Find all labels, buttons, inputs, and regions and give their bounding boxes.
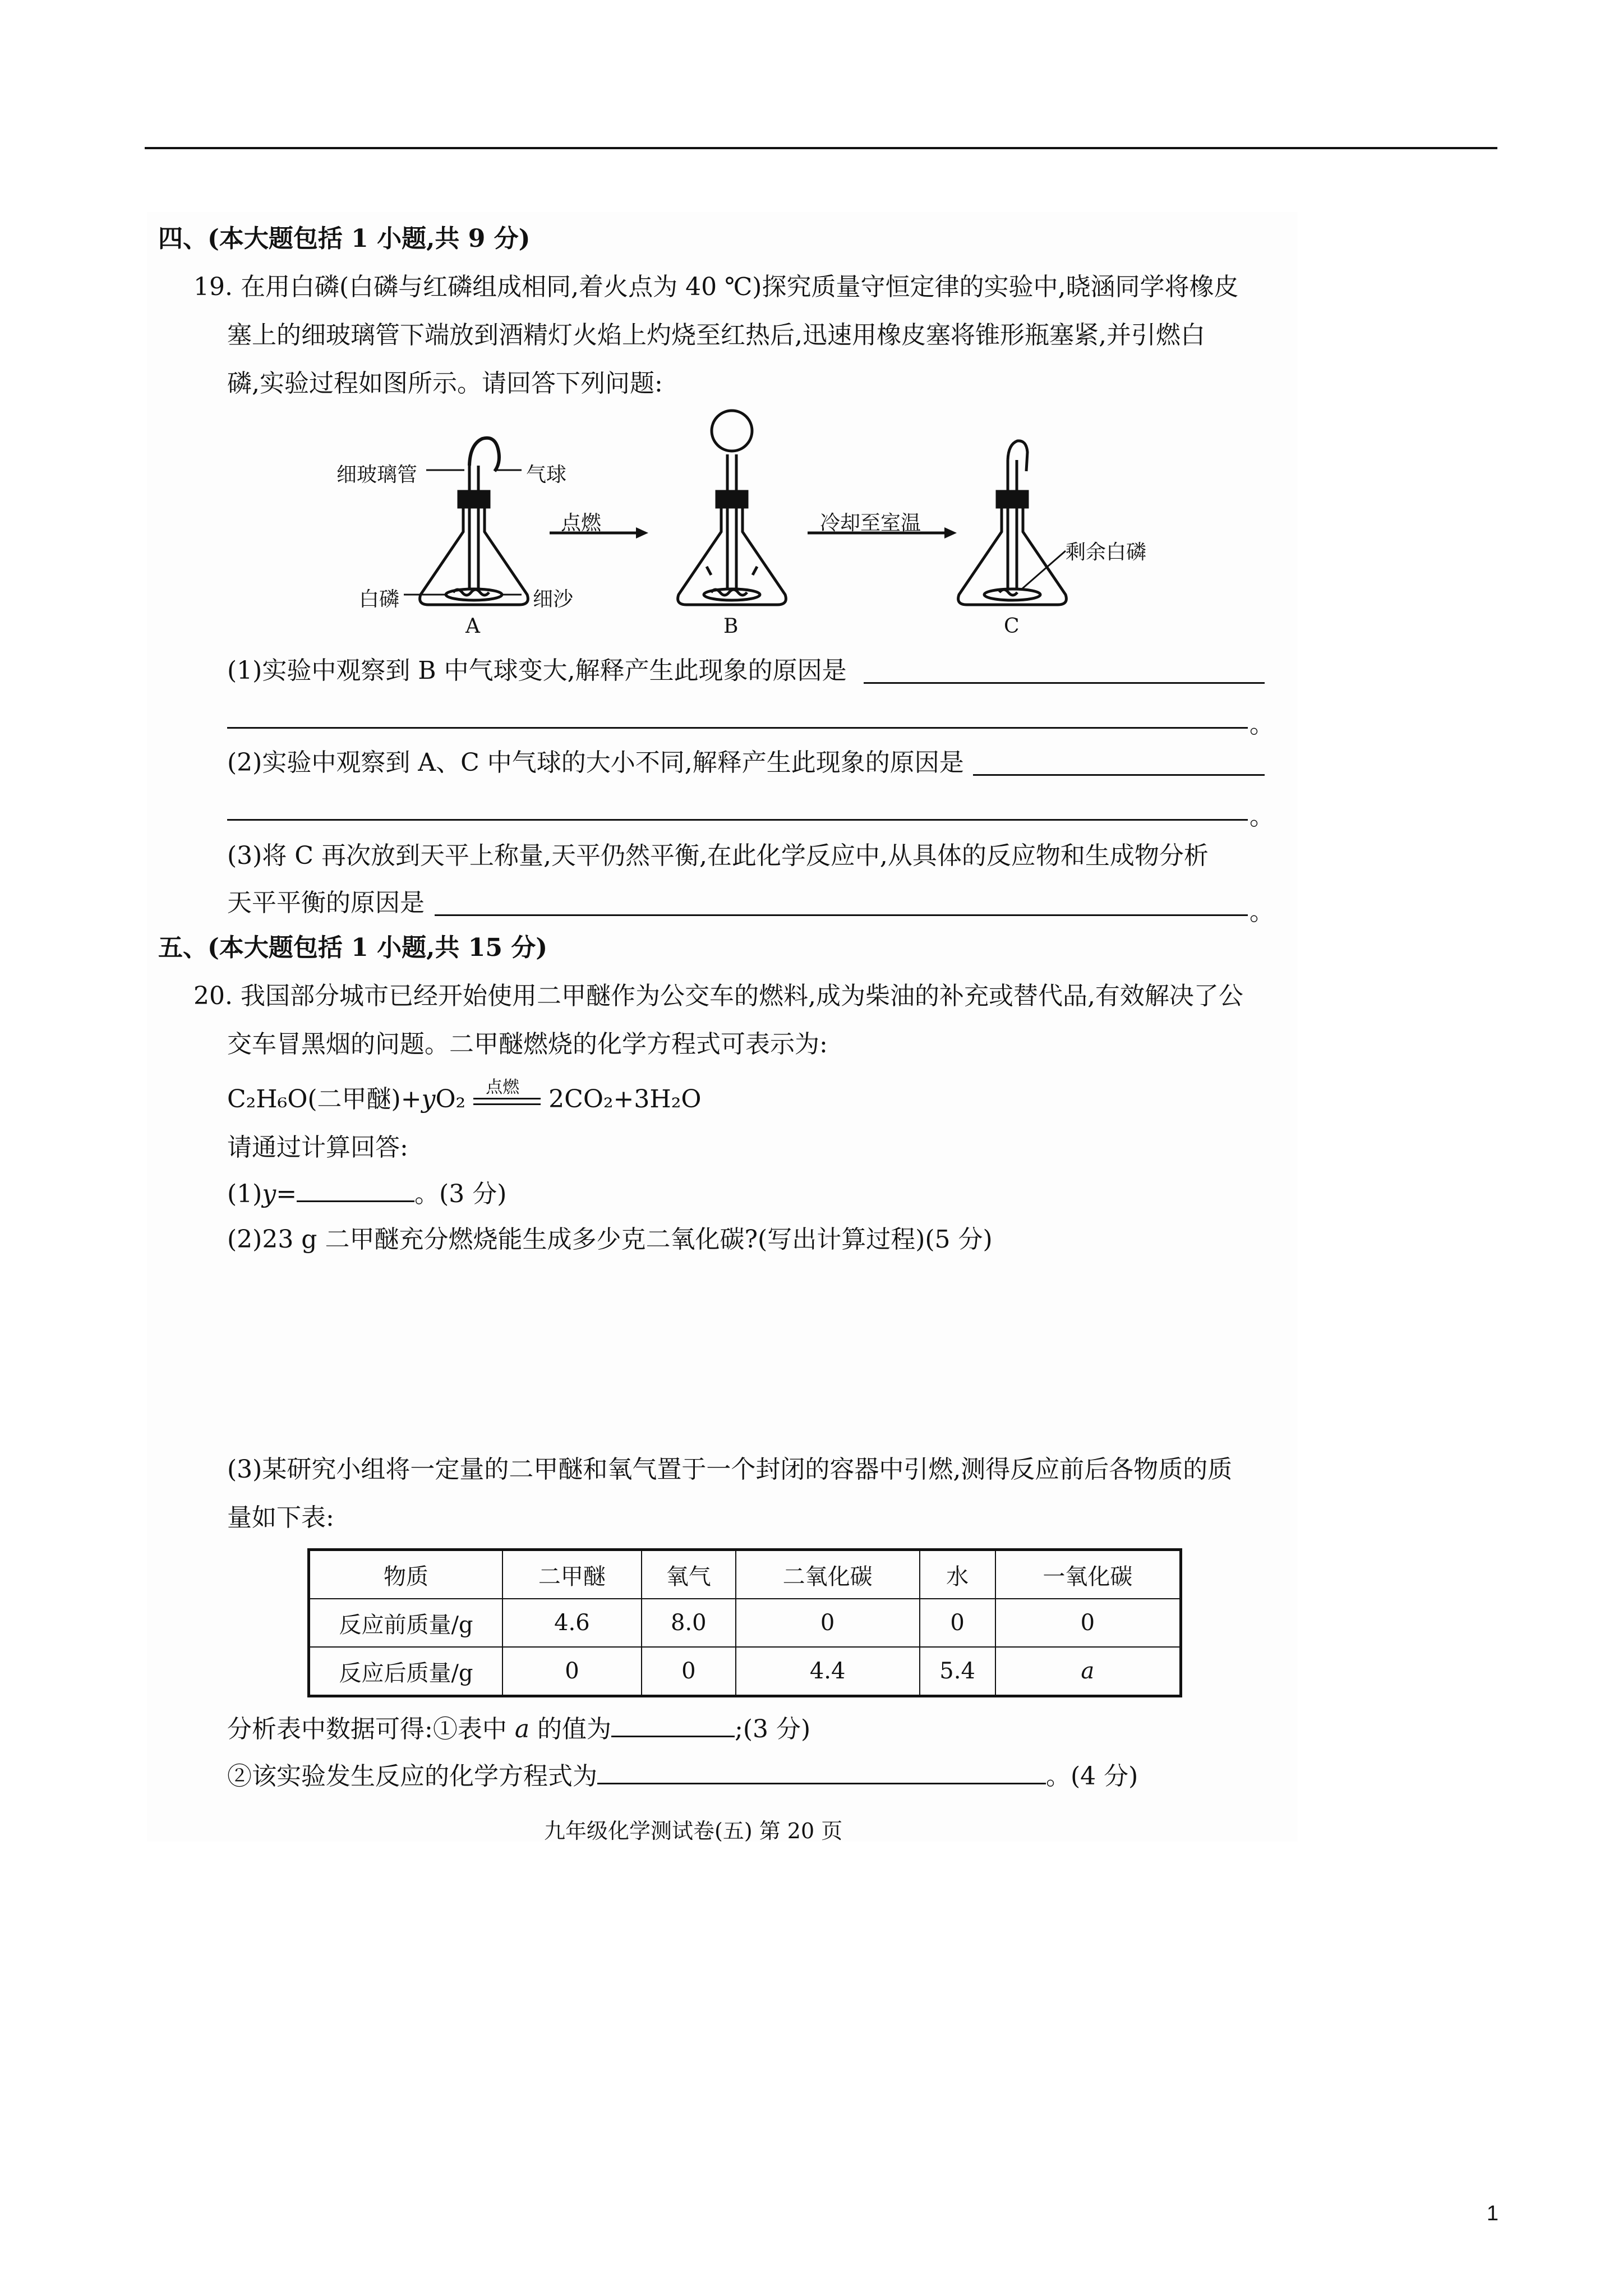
- table-header-cell: 二氧化碳: [736, 1550, 920, 1599]
- table-cell: 反应后质量/g: [309, 1647, 503, 1696]
- table-cell: 8.0: [642, 1599, 736, 1647]
- q20-sub1: [227, 1176, 506, 1211]
- analysis1-var: a: [514, 1715, 530, 1743]
- q20-sub2: (2)23 g 二甲醚充分燃烧能生成多少克二氧化碳?(写出计算过程)(5 分): [227, 1225, 993, 1254]
- q19-sub2-blank-line2[interactable]: [227, 819, 1248, 821]
- flask-a: [420, 438, 528, 605]
- label-fine-sand: 细沙: [533, 588, 574, 611]
- equation-y: y: [421, 1085, 436, 1114]
- flask-b: [678, 411, 786, 605]
- table-cell: 0: [642, 1647, 736, 1696]
- caption-c: C: [1004, 615, 1020, 638]
- analysis2-score: 。(4 分): [1046, 1762, 1138, 1791]
- table-header-cell: 二甲醚: [502, 1550, 642, 1599]
- q20-sub1-number: (1): [227, 1180, 262, 1208]
- q19-sub1: (1)实验中观察到 B 中气球变大,解释产生此现象的原因是: [227, 656, 847, 685]
- q20-sub1-score: 。(3 分): [414, 1180, 507, 1208]
- top-rule: [145, 147, 1497, 149]
- mass-table: [307, 1548, 1182, 1697]
- q19-sub2: (2)实验中观察到 A、C 中气球的大小不同,解释产生此现象的原因是: [227, 748, 964, 777]
- q20-sub1-equals: =: [276, 1180, 297, 1208]
- label-cool: 冷却至室温: [820, 512, 921, 535]
- label-remaining-phosphorus: 剩余白磷: [1066, 541, 1147, 564]
- caption-a: A: [465, 615, 480, 638]
- q20-stem-line1: 20. 我国部分城市已经开始使用二甲醚作为公交车的燃料,成为柴油的补充或替代品,有效解决了公: [193, 982, 1243, 1010]
- table-cell: 4.6: [502, 1599, 642, 1647]
- q19-sub3-line2: 天平平衡的原因是: [227, 889, 425, 917]
- table-cell: 0: [736, 1599, 920, 1647]
- section-5-title: 五、(本大题包括 1 小题,共 15 分): [158, 933, 548, 962]
- equation-left: C₂H₆O(二甲醚)+: [227, 1085, 422, 1114]
- q19-sub3-period: 。: [1249, 898, 1274, 926]
- table-header-cell: 一氧化碳: [995, 1550, 1181, 1599]
- label-white-phosphorus: 白磷: [359, 588, 400, 611]
- table-header-cell: 物质: [309, 1550, 503, 1599]
- table-cell: 0: [920, 1599, 995, 1647]
- label-glass-tube: 细玻璃管: [336, 463, 418, 486]
- analysis1-score: ;(3 分): [735, 1715, 811, 1743]
- analysis1-text2: 的值为: [537, 1715, 612, 1743]
- table-header-cell: 水: [920, 1550, 995, 1599]
- q20-analysis2: [227, 1758, 1138, 1793]
- table-row: [309, 1647, 1181, 1696]
- table-cell: 4.4: [736, 1647, 920, 1696]
- equation-condition: 点燃: [486, 1077, 520, 1097]
- q19-sub2-blank[interactable]: [973, 774, 1265, 776]
- q19-sub1-blank[interactable]: [864, 682, 1265, 684]
- q19-stem-line3: 磷,实验过程如图所示。请回答下列问题:: [227, 369, 663, 398]
- flask-c: [958, 441, 1067, 605]
- equation-o2: O₂: [435, 1085, 466, 1114]
- page-footer: 九年级化学测试卷(五) 第 20 页: [544, 1819, 843, 1843]
- q19-stem-line1: 19. 在用白磷(白磷与红磷组成相同,着火点为 40 ℃)探究质量守恒定律的实验中,晓涵同学将橡皮: [193, 273, 1239, 301]
- q20-sub3-line1: (3)某研究小组将一定量的二甲醚和氧气置于一个封闭的容器中引燃,测得反应前后各物质的质: [227, 1455, 1233, 1484]
- analysis1-text: 分析表中数据可得:①表中: [227, 1715, 507, 1743]
- analysis2-text: ②该实验发生反应的化学方程式为: [227, 1762, 597, 1791]
- q20-equation: [227, 1077, 702, 1116]
- table-cell: 5.4: [920, 1647, 995, 1696]
- equation-right: 2CO₂+3H₂O: [548, 1085, 702, 1114]
- table-cell: a: [995, 1647, 1181, 1696]
- table-row: [309, 1599, 1181, 1647]
- analysis2-blank[interactable]: [597, 1758, 1046, 1784]
- q20-sub1-var: y: [262, 1180, 276, 1208]
- label-balloon: 气球: [526, 463, 567, 486]
- q20-prompt: 请通过计算回答:: [227, 1133, 408, 1162]
- experiment-figure: [314, 404, 1211, 639]
- q19-sub3-blank[interactable]: [435, 914, 1248, 916]
- q19-sub3-line1: (3)将 C 再次放到天平上称量,天平仍然平衡,在此化学反应中,从具体的反应物和生成物分析: [227, 841, 1209, 870]
- q20-analysis1: [227, 1711, 810, 1746]
- q20-stem-line2: 交车冒黑烟的问题。二甲醚燃烧的化学方程式可表示为:: [227, 1030, 828, 1059]
- q19-sub2-period: 。: [1249, 802, 1274, 831]
- equation-arrow: [473, 1077, 541, 1112]
- q19-sub1-blank-line2[interactable]: [227, 727, 1248, 729]
- table-header-cell: 氧气: [642, 1550, 736, 1599]
- q20-sub1-blank[interactable]: [297, 1176, 414, 1202]
- caption-b: B: [723, 615, 739, 638]
- q19-sub1-period: 。: [1249, 710, 1274, 739]
- page-number: 1: [1486, 2202, 1498, 2225]
- table-cell: 0: [995, 1599, 1181, 1647]
- table-cell: 0: [502, 1647, 642, 1696]
- q19-stem-line2: 塞上的细玻璃管下端放到酒精灯火焰上灼烧至红热后,迅速用橡皮塞将锥形瓶塞紧,并引燃白: [227, 321, 1205, 349]
- analysis1-blank[interactable]: [611, 1711, 735, 1737]
- q20-sub3-line2: 量如下表:: [227, 1503, 334, 1532]
- table-header-row: [309, 1550, 1181, 1599]
- section-4-title: 四、(本大题包括 1 小题,共 9 分): [158, 224, 531, 253]
- table-cell: 反应前质量/g: [309, 1599, 503, 1647]
- label-ignite: 点燃: [561, 512, 602, 535]
